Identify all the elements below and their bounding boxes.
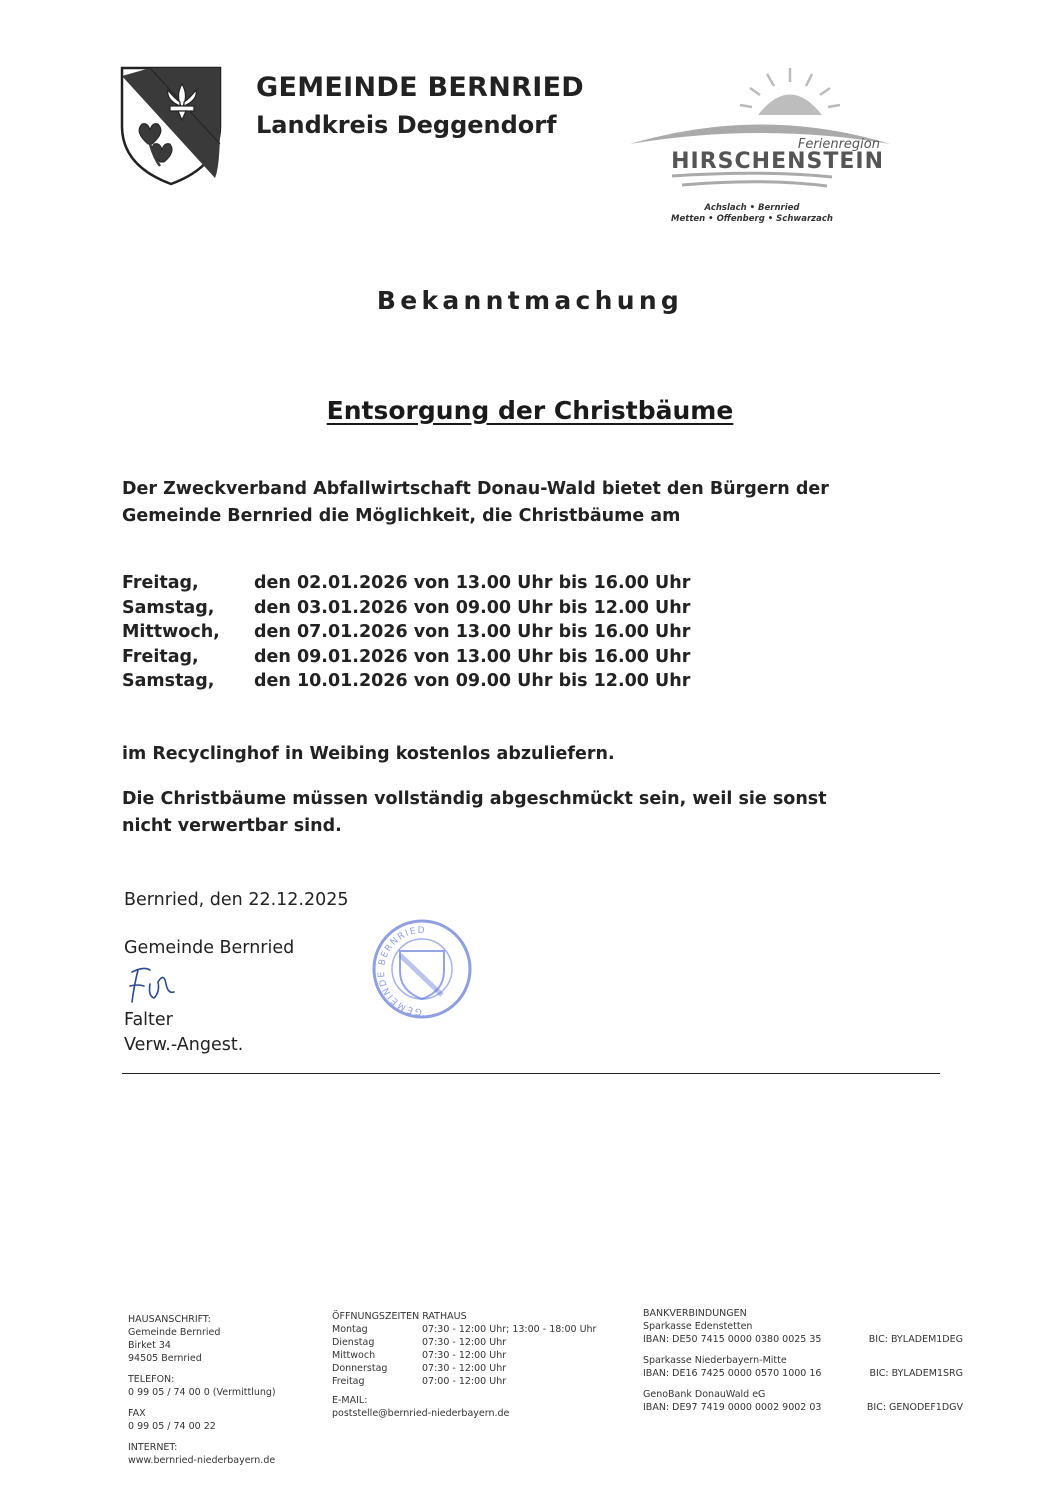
footer-opening-hours xyxy=(332,1310,622,1420)
banking-label: BANKVERBINDUNGEN xyxy=(643,1308,747,1319)
schedule-row xyxy=(122,598,690,623)
coat-of-arms-icon xyxy=(120,66,222,186)
document-subtitle xyxy=(0,396,1060,425)
hours-row xyxy=(332,1336,596,1349)
district-name: Landkreis Deggendorf xyxy=(256,111,557,139)
bank-iban: IBAN: DE50 7415 0000 0380 0025 35 xyxy=(643,1334,822,1345)
hours-table xyxy=(332,1323,596,1388)
svg-text:GEMEINDE BERNRIED: GEMEINDE BERNRIED xyxy=(376,925,427,1017)
divider-line xyxy=(122,1073,940,1074)
hours-day: Freitag xyxy=(332,1376,365,1387)
signer-name: Falter xyxy=(124,1010,173,1030)
email-link[interactable]: poststelle@bernried-niederbayern.de xyxy=(332,1408,510,1419)
hours-time: 07:30 - 12:00 Uhr xyxy=(422,1337,507,1348)
notice-paragraph: Die Christbäume müssen vollständig abgeschmückt sein, weil sie sonst nicht verwertbar sind. xyxy=(122,789,827,836)
delivery-paragraph: im Recyclinghof in Weibing kostenlos abzuliefern. xyxy=(122,744,615,764)
signing-org: Gemeinde Bernried xyxy=(124,938,295,958)
address-line: Birket 34 xyxy=(128,1340,171,1351)
schedule-row xyxy=(122,671,690,696)
schedule-day: Freitag, xyxy=(122,573,199,593)
address-line: 94505 Bernried xyxy=(128,1353,202,1364)
bank-iban: IBAN: DE16 7425 0000 0570 1000 16 xyxy=(643,1368,822,1379)
schedule-list xyxy=(122,573,690,696)
hours-day: Dienstag xyxy=(332,1337,375,1348)
place-date: Bernried, den 22.12.2025 xyxy=(124,890,349,910)
bank-name: Sparkasse Edenstetten xyxy=(643,1321,753,1332)
hours-day: Donnerstag xyxy=(332,1363,388,1374)
hours-day: Montag xyxy=(332,1324,368,1335)
bank-bic: BIC: GENODEF1DGV xyxy=(866,1402,963,1413)
schedule-time: den 02.01.2026 von 13.00 Uhr bis 16.00 Uhr xyxy=(254,573,691,593)
hours-time: 07:30 - 12:00 Uhr xyxy=(422,1363,507,1374)
address-line: Gemeinde Bernried xyxy=(128,1327,221,1338)
hours-day: Mittwoch xyxy=(332,1350,376,1361)
website-link[interactable]: www.bernried-niederbayern.de xyxy=(128,1455,276,1466)
bank-entry xyxy=(643,1354,963,1380)
hours-row xyxy=(332,1323,596,1336)
hirschenstein-logo xyxy=(622,60,897,230)
logo-region-label: Ferienregion xyxy=(797,137,880,152)
phone-value: 0 99 05 / 74 00 0 (Vermittlung) xyxy=(128,1387,276,1398)
hours-label: ÖFFNUNGSZEITEN RATHAUS xyxy=(332,1311,467,1322)
schedule-row xyxy=(122,622,690,647)
hours-time: 07:30 - 12:00 Uhr xyxy=(422,1350,507,1361)
bank-name: Sparkasse Niederbayern-Mitte xyxy=(643,1355,787,1366)
document-subtitle-text: Entsorgung der Christbäume xyxy=(326,396,734,425)
hours-time: 07:30 - 12:00 Uhr; 13:00 - 18:00 Uhr xyxy=(422,1324,597,1335)
bank-bic: BIC: BYLADEM1SRG xyxy=(869,1368,963,1379)
intro-paragraph: Der Zweckverband Abfallwirtschaft Donau-Wald bietet den Bürgern der Gemeinde Bernried die Möglichkeit, die Christbäume am xyxy=(122,479,829,526)
logo-name: HIRSCHENSTEIN xyxy=(671,149,884,174)
fax-label: FAX xyxy=(128,1408,146,1419)
hours-time: 07:00 - 12:00 Uhr xyxy=(422,1376,507,1387)
hours-row xyxy=(332,1375,596,1388)
municipality-name: GEMEINDE BERNRIED xyxy=(256,72,585,103)
bank-entry xyxy=(643,1388,963,1414)
schedule-time: den 10.01.2026 von 09.00 Uhr bis 12.00 Uhr xyxy=(254,671,691,691)
schedule-time: den 07.01.2026 von 13.00 Uhr bis 16.00 Uhr xyxy=(254,622,691,642)
schedule-day: Samstag, xyxy=(122,671,215,691)
schedule-row xyxy=(122,573,690,598)
schedule-day: Samstag, xyxy=(122,597,215,618)
official-stamp xyxy=(366,915,478,1023)
logo-towns-line1: Achslach • Bernried xyxy=(704,203,800,213)
logo-towns-line2: Metten • Offenberg • Schwarzach xyxy=(671,214,833,224)
hours-row xyxy=(332,1362,596,1375)
schedule-row xyxy=(122,647,690,672)
internet-label: INTERNET: xyxy=(128,1442,178,1453)
bank-iban: IBAN: DE97 7419 0000 0002 9002 03 xyxy=(643,1402,822,1413)
footer-address-block xyxy=(128,1313,308,1467)
bank-entry xyxy=(643,1320,963,1346)
bank-name: GenoBank DonauWald eG xyxy=(643,1389,766,1400)
document-title: Bekanntmachung xyxy=(376,286,684,315)
bank-bic: BIC: BYLADEM1DEG xyxy=(868,1334,963,1345)
address-label: HAUSANSCHRIFT: xyxy=(128,1314,211,1325)
schedule-time: den 03.01.2026 von 09.00 Uhr bis 12.00 Uhr xyxy=(254,597,691,618)
fax-value: 0 99 05 / 74 00 22 xyxy=(128,1421,216,1432)
schedule-day: Freitag, xyxy=(122,646,199,667)
email-label: E-MAIL: xyxy=(332,1395,368,1406)
phone-label: TELEFON: xyxy=(128,1374,175,1385)
signer-role: Verw.-Angest. xyxy=(124,1035,244,1055)
schedule-time: den 09.01.2026 von 13.00 Uhr bis 16.00 Uhr xyxy=(254,646,691,667)
schedule-day: Mittwoch, xyxy=(122,622,220,642)
footer-banking xyxy=(643,1307,963,1422)
hours-row xyxy=(332,1349,596,1362)
handwritten-signature-icon xyxy=(124,962,184,1008)
